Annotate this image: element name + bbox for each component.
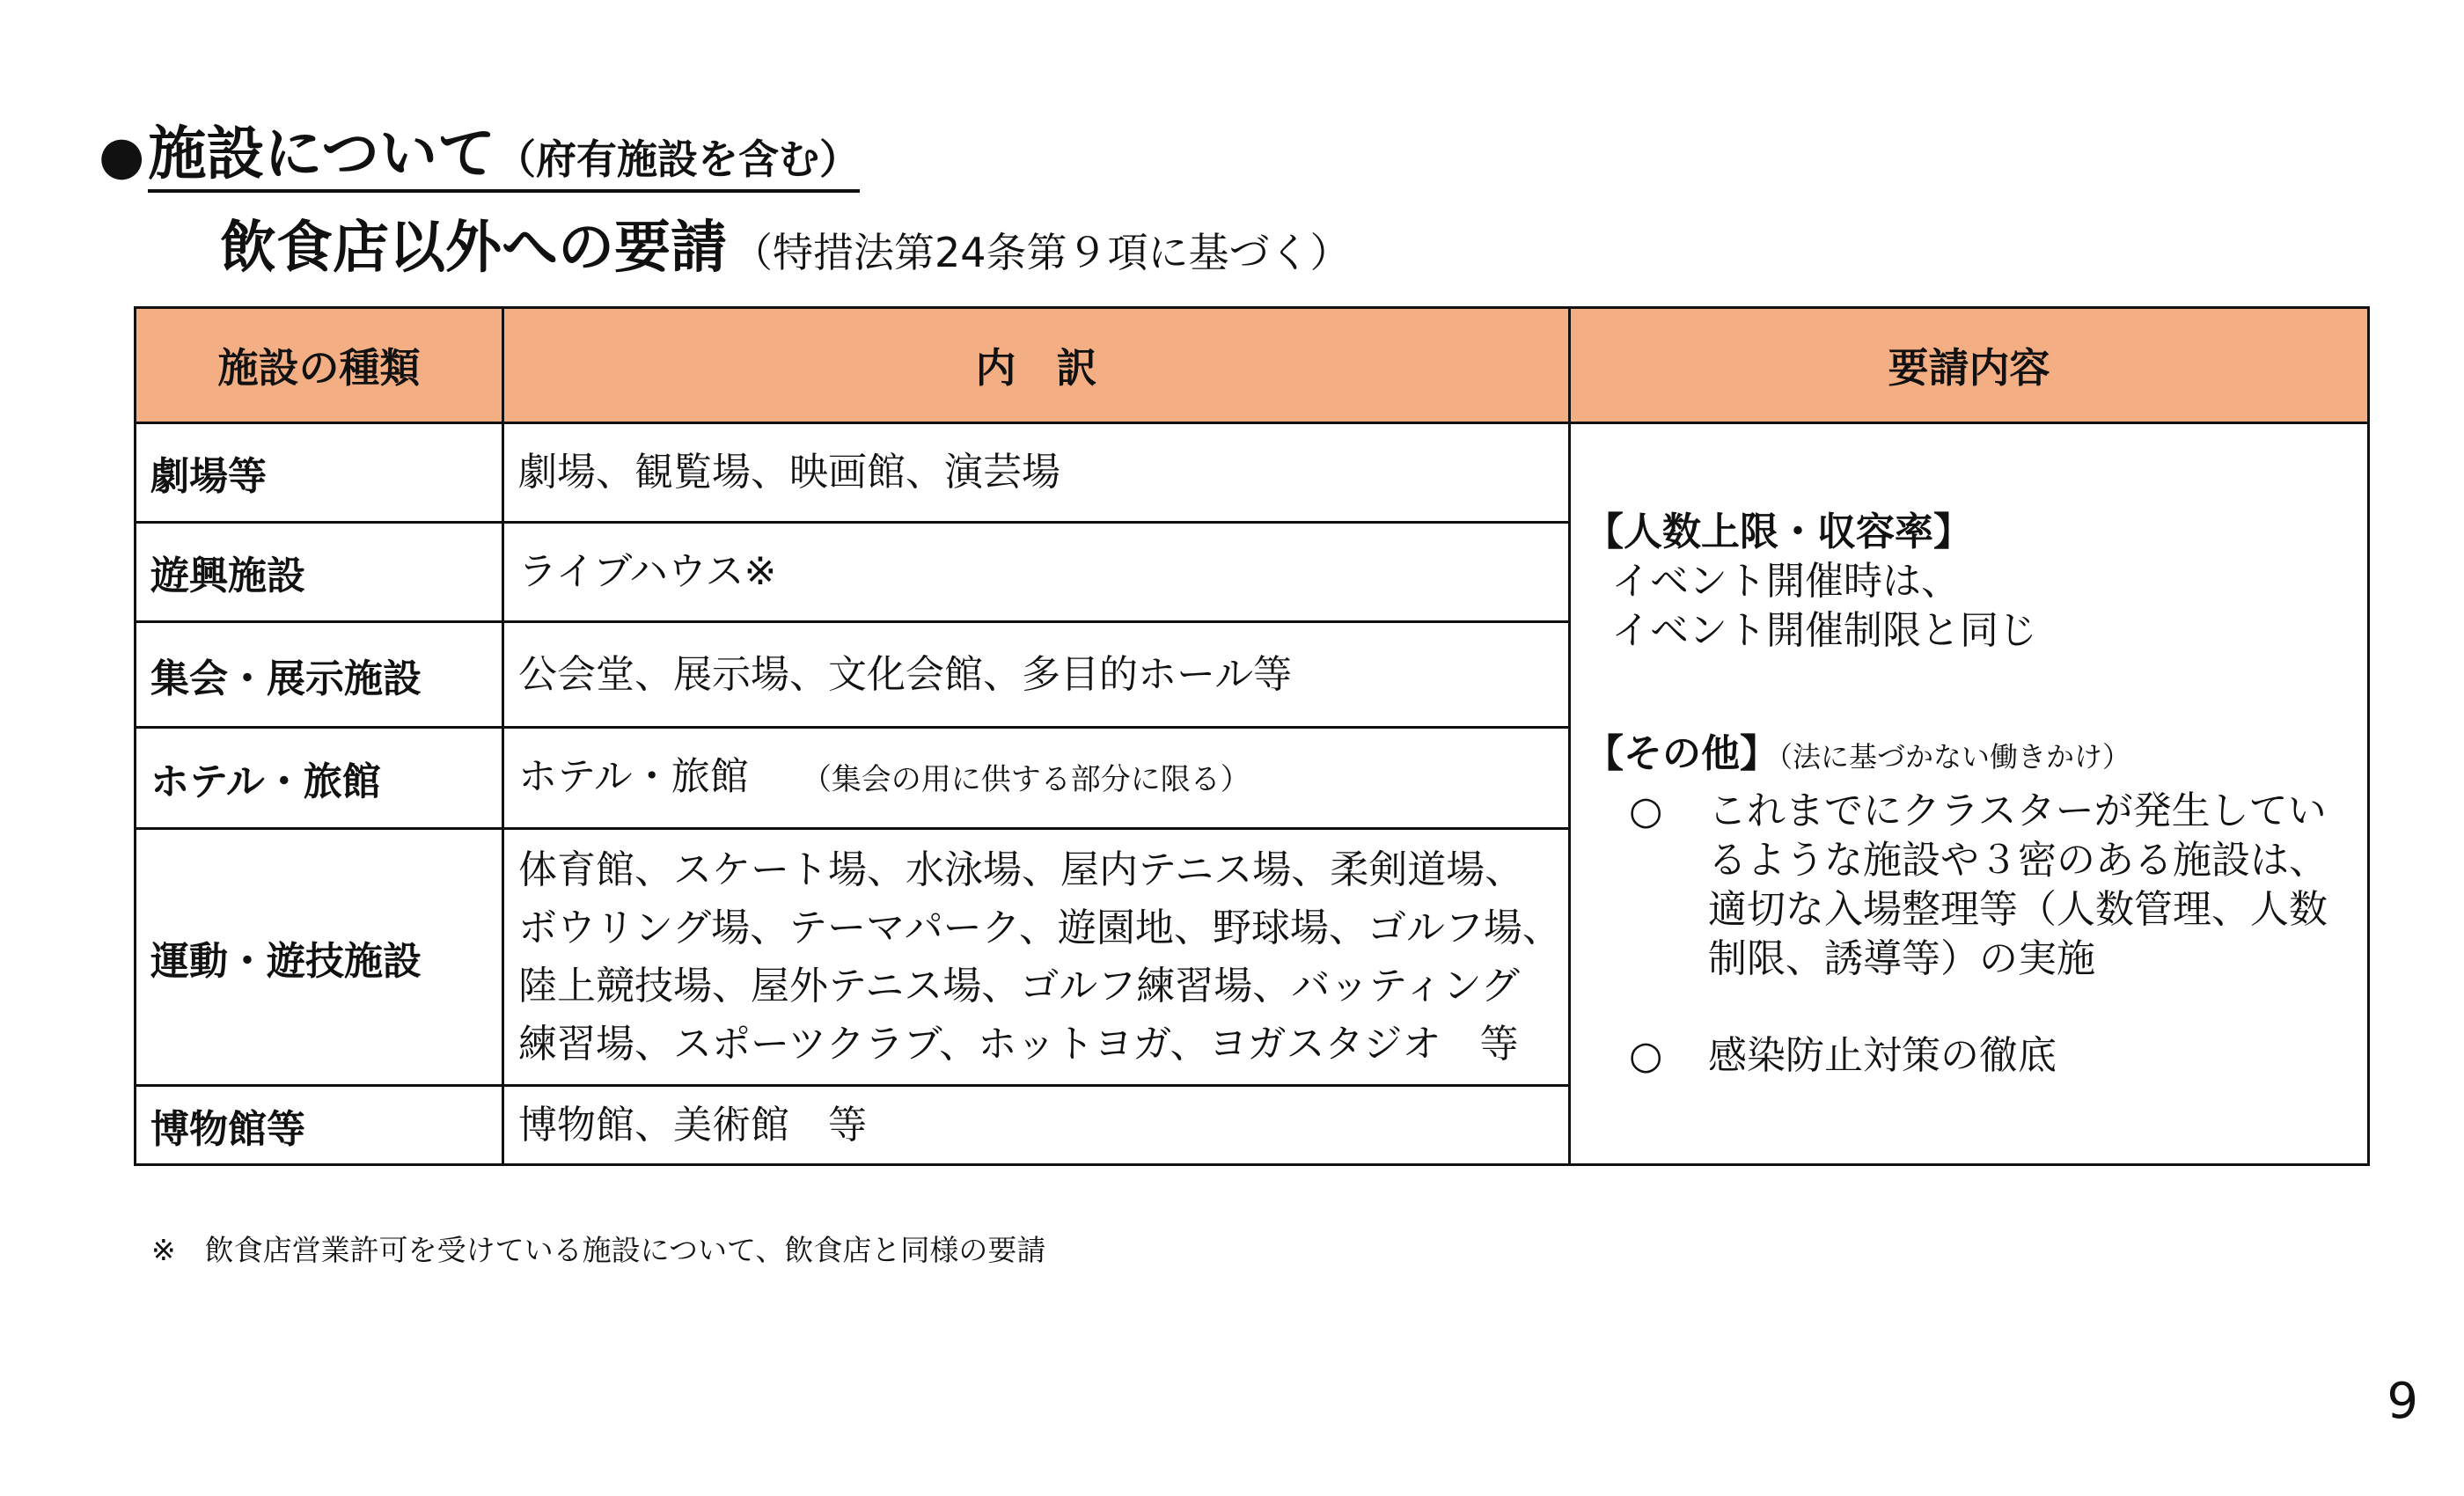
footnote: ※ 飲食店営業許可を受けている施設について、飲食店と同様の要請 xyxy=(151,1233,1046,1267)
facility-type-cell: ホテル・旅館 xyxy=(136,728,503,829)
section-heading-sub: （府有施設を含む） xyxy=(495,136,861,183)
request-section1-line: イベント開催制限と同じ xyxy=(1611,607,2037,653)
request-section1-title: 【人数上限・収容率】 xyxy=(1585,509,1972,554)
facility-type-cell: 博物館等 xyxy=(136,1086,503,1165)
detail-cell: 博物館、美術館 等 xyxy=(503,1086,1570,1165)
header-detail: 内 訳 xyxy=(503,308,1570,423)
request-item-text: 感染防止対策の徹底 xyxy=(1708,1032,2057,1078)
facility-type-cell: 集会・展示施設 xyxy=(136,622,503,728)
header-facility-type: 施設の種類 xyxy=(136,308,503,423)
table-header-row xyxy=(136,308,2369,423)
detail-note: （集会の用に供する部分に限る） xyxy=(801,761,1250,797)
facility-type-cell: 遊興施設 xyxy=(136,523,503,622)
facility-type-cell: 運動・遊技施設 xyxy=(136,829,503,1086)
detail-cell xyxy=(503,829,1570,1086)
detail-text: ホテル・旅館 xyxy=(518,753,749,799)
request-item-text: これまでにクラスターが発生しているような施設や３密のある施設は、適切な入場整理等（人数管理、人数制限、誘導等）の実施 xyxy=(1708,788,2328,981)
facility-request-table xyxy=(134,306,2370,1166)
request-section2-note: （法に基づかない働きかけ） xyxy=(1778,739,2131,774)
section-heading-underlined xyxy=(148,120,860,193)
table-row xyxy=(136,423,2369,523)
request-section1-line: イベント開催時は、 xyxy=(1611,558,1960,604)
request-section2-title: 【その他】（法に基づかない働きかけ） xyxy=(1585,730,2131,776)
detail-cell: 公会堂、展示場、文化会館、多目的ホール等 xyxy=(503,622,1570,728)
detail-line: 陸上競技場、屋外テニス場、ゴルフ練習場、バッティング xyxy=(518,963,1520,1008)
detail-cell: 劇場、観覧場、映画館、演芸場 xyxy=(503,423,1570,523)
detail-cell xyxy=(503,728,1570,829)
detail-line: 体育館、スケート場、水泳場、屋内テニス場、柔剣道場、 xyxy=(518,847,1524,892)
facility-type-cell: 劇場等 xyxy=(136,423,503,523)
circle-bullet-icon: ○ xyxy=(1629,1032,1663,1078)
section-heading-title: 施設について xyxy=(148,120,496,187)
page-number: 9 xyxy=(2387,1373,2418,1430)
bullet-icon: ● xyxy=(99,125,145,187)
detail-line: ボウリング場、テーマパーク、遊園地、野球場、ゴルフ場、 xyxy=(518,905,1561,950)
request-item xyxy=(1585,787,2353,984)
section-heading xyxy=(99,114,860,199)
request-content-cell xyxy=(1570,423,2369,1165)
detail-line: 練習場、スポーツクラブ、ホットヨガ、ヨガスタジオ 等 xyxy=(518,1021,1519,1067)
sub-heading-note: （特措法第24条第９項に基づく） xyxy=(732,229,1351,276)
circle-bullet-icon: ○ xyxy=(1629,788,1663,833)
sub-heading-title: 飲食店以外への要請 xyxy=(220,216,727,281)
sub-heading xyxy=(220,209,1351,301)
request-item xyxy=(1585,1031,2353,1081)
header-request: 要請内容 xyxy=(1570,308,2369,423)
detail-cell: ライブハウス※ xyxy=(503,523,1570,622)
